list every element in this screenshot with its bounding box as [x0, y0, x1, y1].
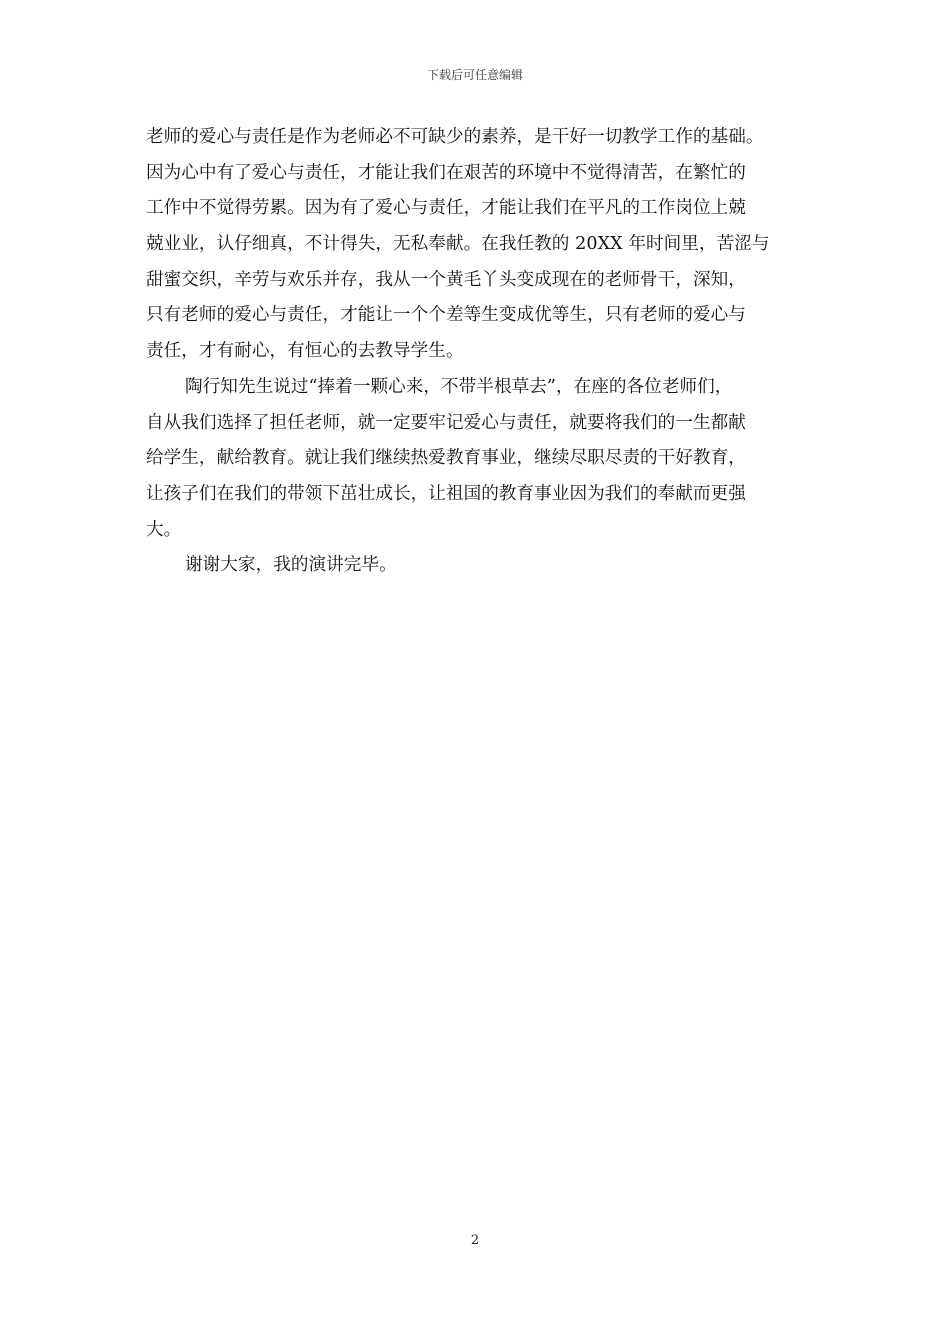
page-number: 2 — [470, 1233, 480, 1248]
paragraph-line: 陶行知先生说过“捧着一颗心来，不带半根草去”，在座的各位老师们， — [185, 376, 733, 397]
document-body — [146, 120, 816, 584]
paragraph-line: 自从我们选择了担任老师，就一定要牢记爱心与责任，就要将我们的一生都献 — [146, 412, 746, 433]
paragraph-line: 甜蜜交织，辛劳与欢乐并存，我从一个黄毛丫头变成现在的老师骨干，深知， — [146, 269, 746, 290]
paragraph-line: 让孩子们在我们的带领下茁壮成长，让祖国的教育事业因为我们的奉献而更强 — [146, 483, 746, 504]
page-header: 下载后可任意编辑 — [426, 68, 523, 82]
paragraph-line: 老师的爱心与责任是作为老师必不可缺少的素养，是干好一切教学工作的基础。 — [146, 127, 764, 147]
paragraph-line: 因为心中有了爱心与责任，才能让我们在艰苦的环境中不觉得清苦，在繁忙的 — [146, 162, 746, 183]
paragraph-line: 兢业业，认仔细真，不计得失，无私奉献。在我任教的 20XX 年时间里，苦涩与 — [146, 234, 770, 255]
paragraph-line: 大。 — [146, 519, 182, 540]
paragraph-line: 谢谢大家，我的演讲完毕。 — [185, 555, 397, 576]
paragraph-line: 工作中不觉得劳累。因为有了爱心与责任，才能让我们在平凡的工作岗位上兢 — [146, 198, 746, 219]
paragraph-line: 给学生，献给教育。就让我们继续热爱教育事业，继续尽职尽责的干好教育， — [146, 448, 746, 469]
paragraph-line: 责任，才有耐心，有恒心的去教导学生。 — [146, 341, 464, 362]
paragraph-line: 只有老师的爱心与责任，才能让一个个差等生变成优等生，只有老师的爱心与 — [146, 305, 746, 326]
